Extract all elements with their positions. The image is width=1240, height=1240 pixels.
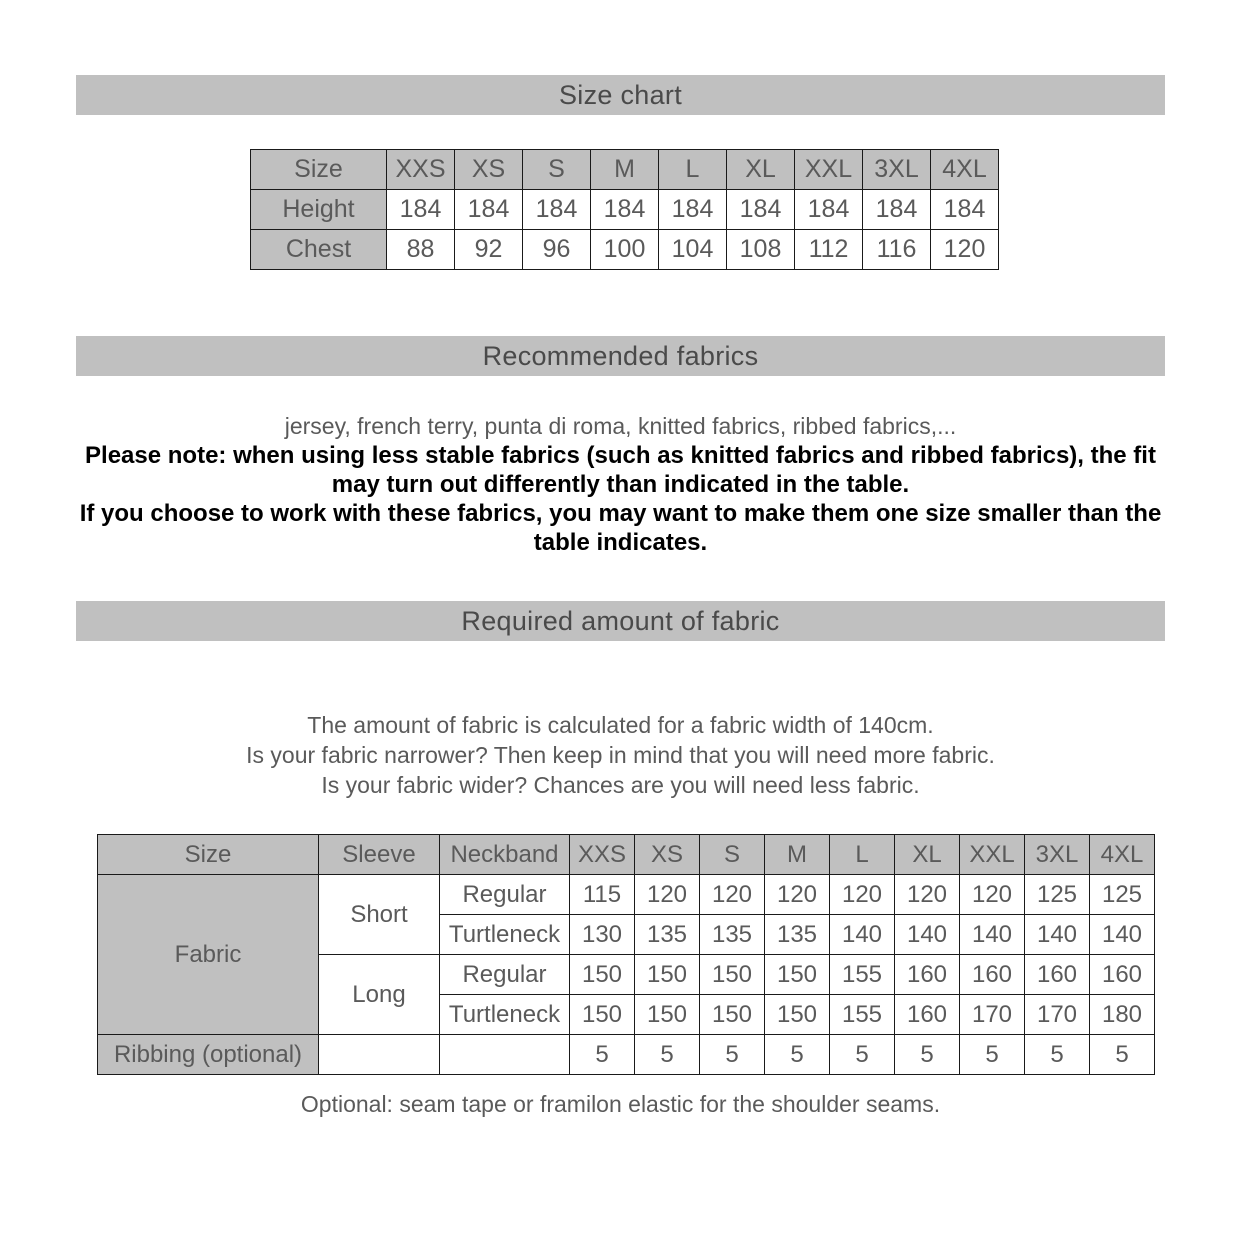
chest-value-xxs: 88	[387, 230, 455, 270]
short-turtleneck-4xl: 140	[1090, 915, 1155, 955]
size-chart-row-label-height: Height	[251, 190, 387, 230]
size-chart-header-m: M	[591, 150, 659, 190]
long-regular-3xl: 160	[1025, 955, 1090, 995]
long-turtleneck-xl: 160	[895, 995, 960, 1035]
long-regular-4xl: 160	[1090, 955, 1155, 995]
long-turtleneck-4xl: 180	[1090, 995, 1155, 1035]
chest-value-xl: 108	[727, 230, 795, 270]
chest-value-s: 96	[523, 230, 591, 270]
chest-value-m: 100	[591, 230, 659, 270]
fabrics-note-line-2: If you choose to work with these fabrics, you may want to make them one size smaller than the table indicates.	[79, 500, 1162, 556]
section-title-size-chart: Size chart	[558, 79, 683, 110]
short-turtleneck-m: 135	[765, 915, 830, 955]
fabric-header-xs: XS	[635, 835, 700, 875]
short-regular-s: 120	[700, 875, 765, 915]
height-value-4xl: 184	[931, 190, 999, 230]
height-value-xxs: 184	[387, 190, 455, 230]
ribbing-xxs: 5	[570, 1035, 635, 1075]
size-chart-header-4xl: 4XL	[931, 150, 999, 190]
size-chart-row-label-chest: Chest	[251, 230, 387, 270]
fabric-header-sleeve: Sleeve	[319, 835, 440, 875]
short-regular-3xl: 125	[1025, 875, 1090, 915]
required-fabric-intro	[76, 710, 1165, 800]
ribbing-4xl: 5	[1090, 1035, 1155, 1075]
size-chart-header-3xl: 3XL	[863, 150, 931, 190]
short-regular-xxl: 120	[960, 875, 1025, 915]
fabric-header-3xl: 3XL	[1025, 835, 1090, 875]
section-title-required-fabric: Required amount of fabric	[461, 605, 780, 636]
fabric-intro-line-3: Is your fabric wider? Chances are you will need less fabric.	[321, 772, 920, 798]
size-chart-header-xs: XS	[455, 150, 523, 190]
long-turtleneck-m: 150	[765, 995, 830, 1035]
section-header-required-fabric	[76, 601, 1165, 641]
fabric-header-xxs: XXS	[570, 835, 635, 875]
size-chart-header-xl: XL	[727, 150, 795, 190]
recommended-fabrics-note	[76, 441, 1165, 557]
height-value-l: 184	[659, 190, 727, 230]
long-regular-xxs: 150	[570, 955, 635, 995]
ribbing-m: 5	[765, 1035, 830, 1075]
fabric-header-neckband: Neckband	[440, 835, 570, 875]
chest-value-xxl: 112	[795, 230, 863, 270]
ribbing-s: 5	[700, 1035, 765, 1075]
table-row-fabric-header	[98, 835, 1155, 875]
long-regular-s: 150	[700, 955, 765, 995]
ribbing-neckband-empty	[440, 1035, 570, 1075]
size-chart-table	[250, 149, 999, 270]
short-turtleneck-3xl: 140	[1025, 915, 1090, 955]
required-fabric-footnote: Optional: seam tape or framilon elastic for the shoulder seams.	[300, 1091, 941, 1117]
ribbing-3xl: 5	[1025, 1035, 1090, 1075]
neckband-label-short-regular: Regular	[440, 875, 570, 915]
short-regular-xs: 120	[635, 875, 700, 915]
size-chart-header-l: L	[659, 150, 727, 190]
fabric-intro-line-1: The amount of fabric is calculated for a fabric width of 140cm.	[307, 712, 934, 738]
chest-value-4xl: 120	[931, 230, 999, 270]
size-chart-corner-label: Size	[251, 150, 387, 190]
short-turtleneck-xxl: 140	[960, 915, 1025, 955]
fabrics-note-line-1: Please note: when using less stable fabrics (such as knitted fabrics and ribbed fabrics), the fit may turn out differently than indicated in the table.	[85, 442, 1156, 498]
height-value-s: 184	[523, 190, 591, 230]
short-regular-m: 120	[765, 875, 830, 915]
table-row-size-header	[251, 150, 999, 190]
fabric-intro-line-2: Is your fabric narrower? Then keep in mind that you will need more fabric.	[246, 742, 995, 768]
size-chart-header-s: S	[523, 150, 591, 190]
table-row-ribbing	[98, 1035, 1155, 1075]
section-title-recommended-fabrics: Recommended fabrics	[482, 340, 759, 371]
table-row-chest	[251, 230, 999, 270]
section-header-recommended-fabrics	[76, 336, 1165, 376]
long-turtleneck-xxl: 170	[960, 995, 1025, 1035]
height-value-xs: 184	[455, 190, 523, 230]
long-turtleneck-3xl: 170	[1025, 995, 1090, 1035]
short-turtleneck-s: 135	[700, 915, 765, 955]
short-regular-4xl: 125	[1090, 875, 1155, 915]
fabric-header-size: Size	[98, 835, 319, 875]
long-turtleneck-xs: 150	[635, 995, 700, 1035]
ribbing-xs: 5	[635, 1035, 700, 1075]
chest-value-xs: 92	[455, 230, 523, 270]
height-value-xxl: 184	[795, 190, 863, 230]
fabric-header-xl: XL	[895, 835, 960, 875]
fabric-header-l: L	[830, 835, 895, 875]
long-regular-xs: 150	[635, 955, 700, 995]
required-fabric-table	[97, 834, 1155, 1075]
fabric-header-xxl: XXL	[960, 835, 1025, 875]
fabric-header-s: S	[700, 835, 765, 875]
ribbing-xxl: 5	[960, 1035, 1025, 1075]
ribbing-sleeve-empty	[319, 1035, 440, 1075]
long-turtleneck-s: 150	[700, 995, 765, 1035]
sleeve-label-long: Long	[319, 955, 440, 1035]
long-regular-m: 150	[765, 955, 830, 995]
recommended-fabrics-list: jersey, french terry, punta di roma, knitted fabrics, ribbed fabrics,...	[284, 413, 957, 439]
long-regular-l: 155	[830, 955, 895, 995]
short-turtleneck-xl: 140	[895, 915, 960, 955]
table-row-height	[251, 190, 999, 230]
short-turtleneck-l: 140	[830, 915, 895, 955]
neckband-label-long-turtleneck: Turtleneck	[440, 995, 570, 1035]
ribbing-xl: 5	[895, 1035, 960, 1075]
short-regular-l: 120	[830, 875, 895, 915]
neckband-label-short-turtleneck: Turtleneck	[440, 915, 570, 955]
size-chart-header-xxs: XXS	[387, 150, 455, 190]
height-value-3xl: 184	[863, 190, 931, 230]
long-turtleneck-xxs: 150	[570, 995, 635, 1035]
fabric-header-4xl: 4XL	[1090, 835, 1155, 875]
fabric-row-label-ribbing: Ribbing (optional)	[98, 1035, 319, 1075]
fabric-row-label-fabric: Fabric	[98, 875, 319, 1035]
short-regular-xxs: 115	[570, 875, 635, 915]
chest-value-3xl: 116	[863, 230, 931, 270]
long-regular-xxl: 160	[960, 955, 1025, 995]
chest-value-l: 104	[659, 230, 727, 270]
short-turtleneck-xxs: 130	[570, 915, 635, 955]
section-header-size-chart	[76, 75, 1165, 115]
fabric-header-m: M	[765, 835, 830, 875]
sleeve-label-short: Short	[319, 875, 440, 955]
height-value-xl: 184	[727, 190, 795, 230]
long-turtleneck-l: 155	[830, 995, 895, 1035]
short-turtleneck-xs: 135	[635, 915, 700, 955]
table-row-short-regular	[98, 875, 1155, 915]
long-regular-xl: 160	[895, 955, 960, 995]
ribbing-l: 5	[830, 1035, 895, 1075]
short-regular-xl: 120	[895, 875, 960, 915]
size-chart-header-xxl: XXL	[795, 150, 863, 190]
neckband-label-long-regular: Regular	[440, 955, 570, 995]
height-value-m: 184	[591, 190, 659, 230]
